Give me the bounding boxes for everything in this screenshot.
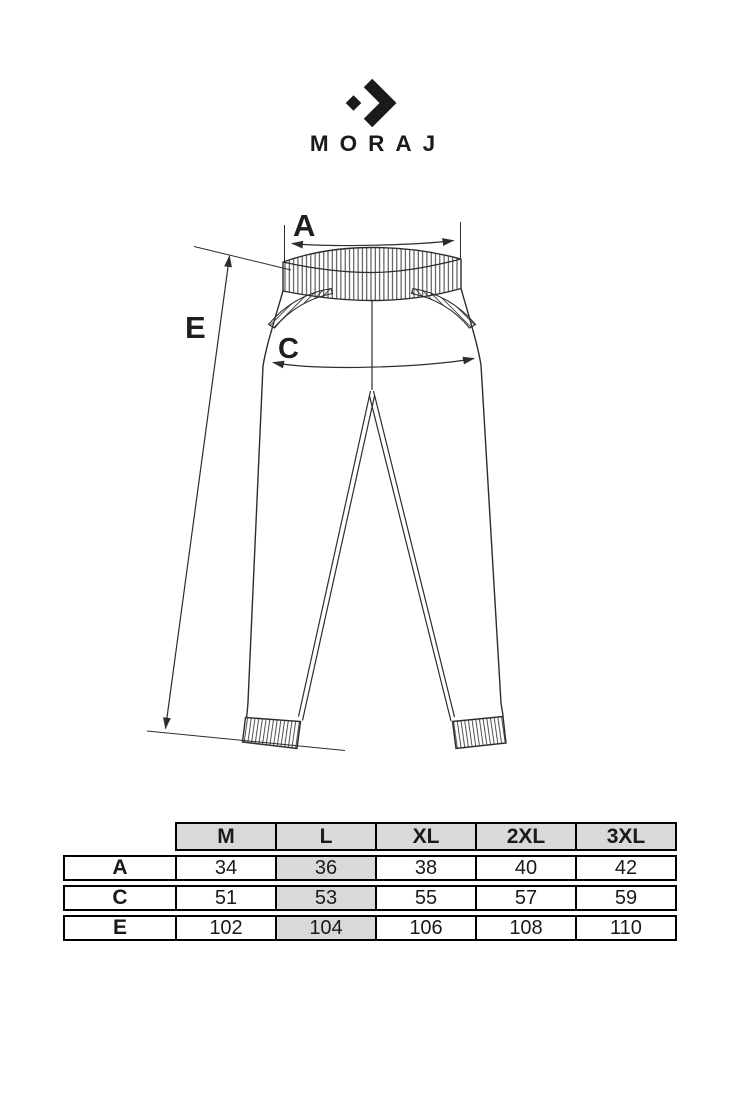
size-table-row-e xyxy=(63,915,677,941)
waistband xyxy=(283,248,461,301)
dimension-c-arrow xyxy=(273,359,474,368)
size-table-row-c xyxy=(63,885,677,911)
value-a-xl: 38 xyxy=(377,857,477,879)
value-a-3xl: 42 xyxy=(577,857,675,879)
value-c-2xl: 57 xyxy=(477,887,577,909)
left-inseam xyxy=(299,391,375,721)
value-e-3xl: 110 xyxy=(577,917,675,939)
value-e-l: 104 xyxy=(277,917,377,939)
dimension-e-arrow xyxy=(147,247,345,751)
size-header-m: M xyxy=(177,824,277,849)
right-pocket xyxy=(412,289,476,329)
dimension-label-e: E xyxy=(185,310,206,345)
right-inseam xyxy=(370,391,455,721)
value-a-2xl: 40 xyxy=(477,857,577,879)
size-table xyxy=(63,822,677,941)
dimension-label-a: A xyxy=(293,208,316,243)
size-header-2xl: 2XL xyxy=(477,824,577,849)
dimension-label-c: C xyxy=(278,333,299,365)
left-cuff xyxy=(243,718,301,749)
value-c-3xl: 59 xyxy=(577,887,675,909)
right-side-seam xyxy=(461,289,503,717)
value-e-2xl: 108 xyxy=(477,917,577,939)
size-header-l: L xyxy=(277,824,377,849)
size-header-xl: XL xyxy=(377,824,477,849)
brand-name: MORAJ xyxy=(309,131,447,156)
pants-outline xyxy=(243,248,507,749)
value-c-xl: 55 xyxy=(377,887,477,909)
row-label-c: C xyxy=(65,887,177,909)
size-table-row-a xyxy=(63,855,677,881)
row-label-a: A xyxy=(65,857,177,879)
value-a-m: 34 xyxy=(177,857,277,879)
value-a-l: 36 xyxy=(277,857,377,879)
dimension-lines xyxy=(147,222,474,751)
size-header-3xl: 3XL xyxy=(577,824,675,849)
value-e-xl: 106 xyxy=(377,917,477,939)
value-c-m: 51 xyxy=(177,887,277,909)
right-cuff xyxy=(453,717,507,749)
value-e-m: 102 xyxy=(177,917,277,939)
size-table-header-row xyxy=(175,822,677,851)
row-label-e: E xyxy=(65,917,177,939)
value-c-l: 53 xyxy=(277,887,377,909)
